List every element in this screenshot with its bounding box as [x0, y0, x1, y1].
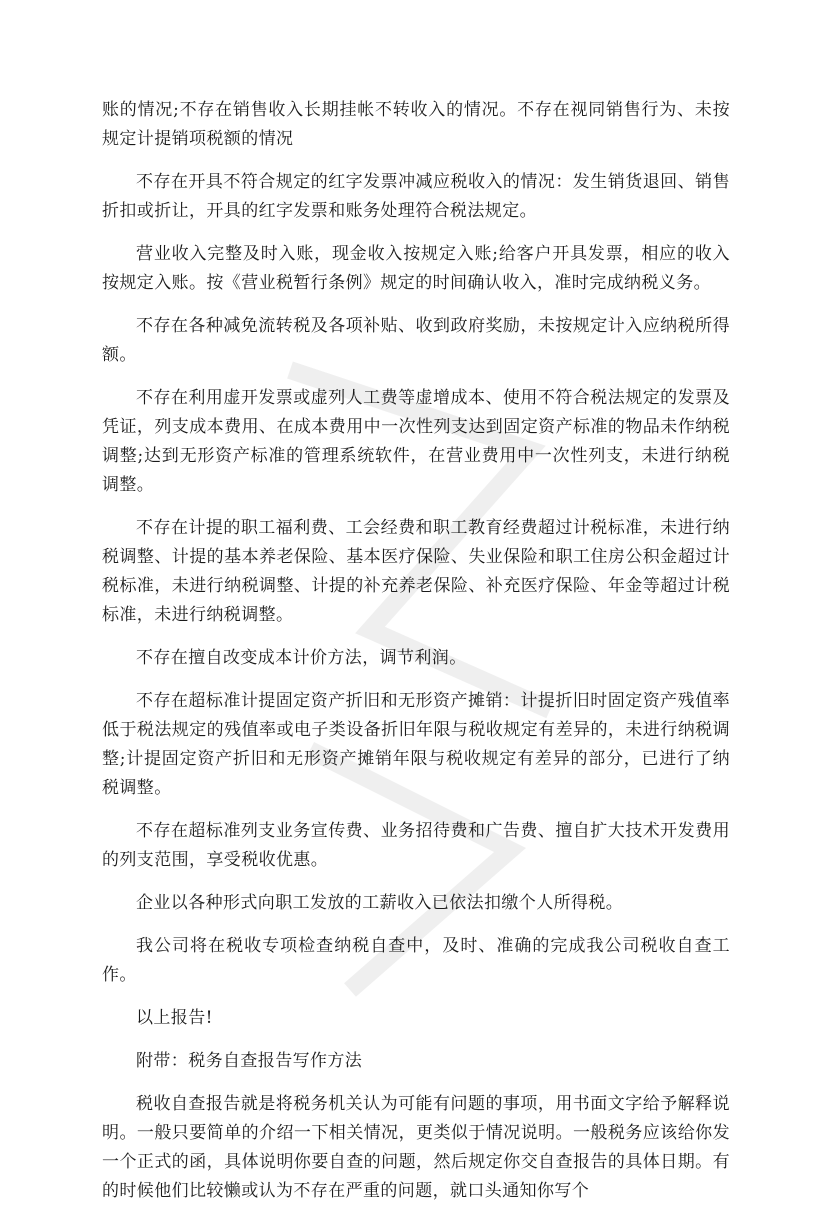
paragraph: 我公司将在税收专项检查纳税自查中，及时、准确的完成我公司税收自查工作。 — [102, 936, 730, 985]
paragraph: 不存在开具不符合规定的红字发票冲减应税收入的情况：发生销货退回、销售折扣或折让，开具的红字发票和账务处理符合税法规定。 — [102, 172, 730, 221]
paragraph: 不存在计提的职工福利费、工会经费和职工教育经费超过计税标准，未进行纳税调整、计提的基本养老保险、基本医疗保险、失业保险和职工住房公积金超过计税标准，未进行纳税调整、计提的补充养老保险、补充医疗保险、年金等超过计税标准，未进行纳税调整。 — [102, 518, 730, 625]
paragraph: 不存在擅自改变成本计价方法，调节利润。 — [136, 648, 467, 668]
paragraph: 不存在各种减免流转税及各项补贴、收到政府奖励，未按规定计入应纳税所得额。 — [102, 316, 730, 365]
paragraph: 税收自查报告就是将税务机关认为可能有问题的事项，用书面文字给予解释说明。一般只要简单的介绍一下相关情况，更类似于情况说明。一般税务应该给你发一个正式的函，具体说明你要自查的问题，然后规定你交自查报告的具体日期。有的时候他们比较懒或认为不存在严重的问题，就口头通知你写个 — [102, 1094, 730, 1201]
document-body — [102, 96, 730, 1220]
paragraph: 企业以各种形式向职工发放的工薪收入已依法扣缴个人所得税。 — [136, 893, 624, 913]
paragraph: 营业收入完整及时入账，现金收入按规定入账;给客户开具发票，相应的收入按规定入账。按《营业税暂行条例》规定的时间确认收入，准时完成纳税义务。 — [102, 244, 730, 293]
paragraph: 账的情况;不存在销售收入长期挂帐不转收入的情况。不存在视同销售行为、未按规定计提销项税额的情况 — [102, 100, 730, 149]
paragraph: 不存在利用虚开发票或虚列人工费等虚增成本、使用不符合税法规定的发票及凭证，列支成本费用、在成本费用中一次性列支达到固定资产标准的物品未作纳税调整;达到无形资产标准的管理系统软件，在营业费用中一次性列支，未进行纳税调整。 — [102, 388, 730, 495]
attachment-heading: 附带：税务自查报告写作方法 — [136, 1051, 363, 1071]
paragraph: 不存在超标准计提固定资产折旧和无形资产摊销：计提折旧时固定资产残值率低于税法规定的残值率或电子类设备折旧年限与税收规定有差异的，未进行纳税调整;计提固定资产折旧和无形资产摊销年限与税收规定有差异的部分，已进行了纳税调整。 — [102, 691, 730, 798]
paragraph: 不存在超标准列支业务宣传费、业务招待费和广告费、擅自扩大技术开发费用的列支范围，享受税收优惠。 — [102, 821, 730, 870]
paragraph: 以上报告! — [136, 1008, 213, 1028]
